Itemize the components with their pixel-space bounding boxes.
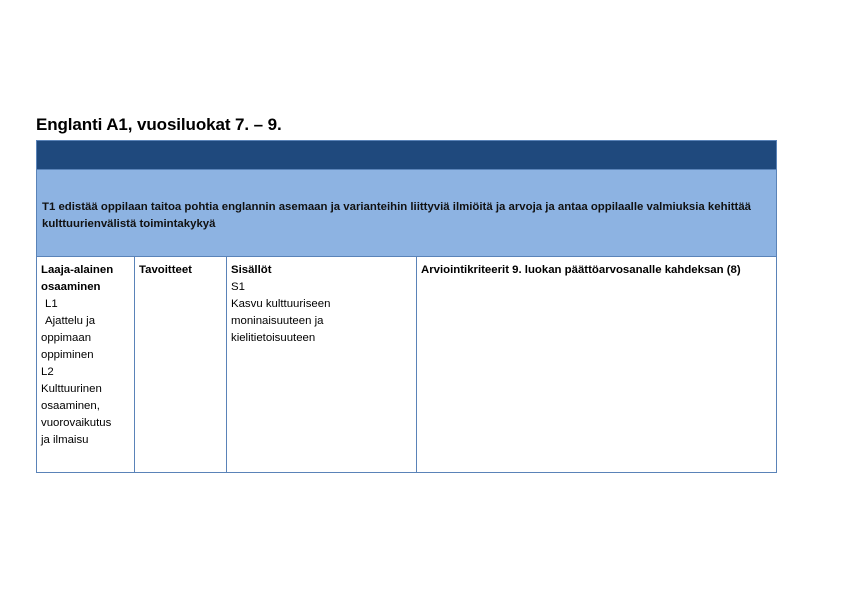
laaja-line-l2: L2 xyxy=(41,366,54,378)
sisallot-line-s1: S1 xyxy=(231,281,245,293)
objective-text: T1 edistää oppilaan taitoa pohtia englannin asemaan ja varianteihin liittyviä ilmiöitä ja arvoja ja antaa oppilaalle valmiuksia kehittää kulttuurienvälistä toimintakykyä xyxy=(42,201,751,230)
document-title: Englanti A1, vuosiluokat 7. – 9. xyxy=(36,115,282,134)
table-header-bar xyxy=(37,141,776,170)
sisallot-line-kielitietoisuuteen: kielitietoisuuteen xyxy=(231,332,316,344)
laaja-line-ajattelu: Ajattelu ja xyxy=(45,315,96,327)
column-tavoitteet xyxy=(135,257,227,472)
laaja-heading-line-1: Laaja-alainen xyxy=(41,264,114,276)
laaja-line-l1: L1 xyxy=(45,298,58,310)
laaja-line-vuorovaikutus: vuorovaikutus xyxy=(41,417,112,429)
laaja-line-oppimaan: oppimaan xyxy=(41,332,92,344)
table-columns-row xyxy=(37,257,776,472)
curriculum-table xyxy=(36,140,777,473)
laaja-line-oppiminen: oppiminen xyxy=(41,349,94,361)
laaja-line-osaaminen: osaaminen, xyxy=(41,400,100,412)
laaja-line-kulttuurinen: Kulttuurinen xyxy=(41,383,102,395)
sisallot-heading: Sisällöt xyxy=(231,264,272,276)
laaja-line-ilmaisu: ja ilmaisu xyxy=(41,434,89,446)
laaja-heading-line-2: osaaminen xyxy=(41,281,101,293)
objective-row xyxy=(37,170,776,257)
tavoitteet-heading: Tavoitteet xyxy=(139,264,192,276)
sisallot-line-moninaisuuteen: moninaisuuteen ja xyxy=(231,315,324,327)
column-laaja-alainen-osaaminen xyxy=(37,257,135,472)
arviointi-heading: Arviointikriteerit 9. luokan päättöarvosanalle kahdeksan (8) xyxy=(421,264,741,276)
column-arviointikriteerit xyxy=(417,257,776,472)
sisallot-line-kasvu: Kasvu kulttuuriseen xyxy=(231,298,331,310)
column-sisallot xyxy=(227,257,417,472)
